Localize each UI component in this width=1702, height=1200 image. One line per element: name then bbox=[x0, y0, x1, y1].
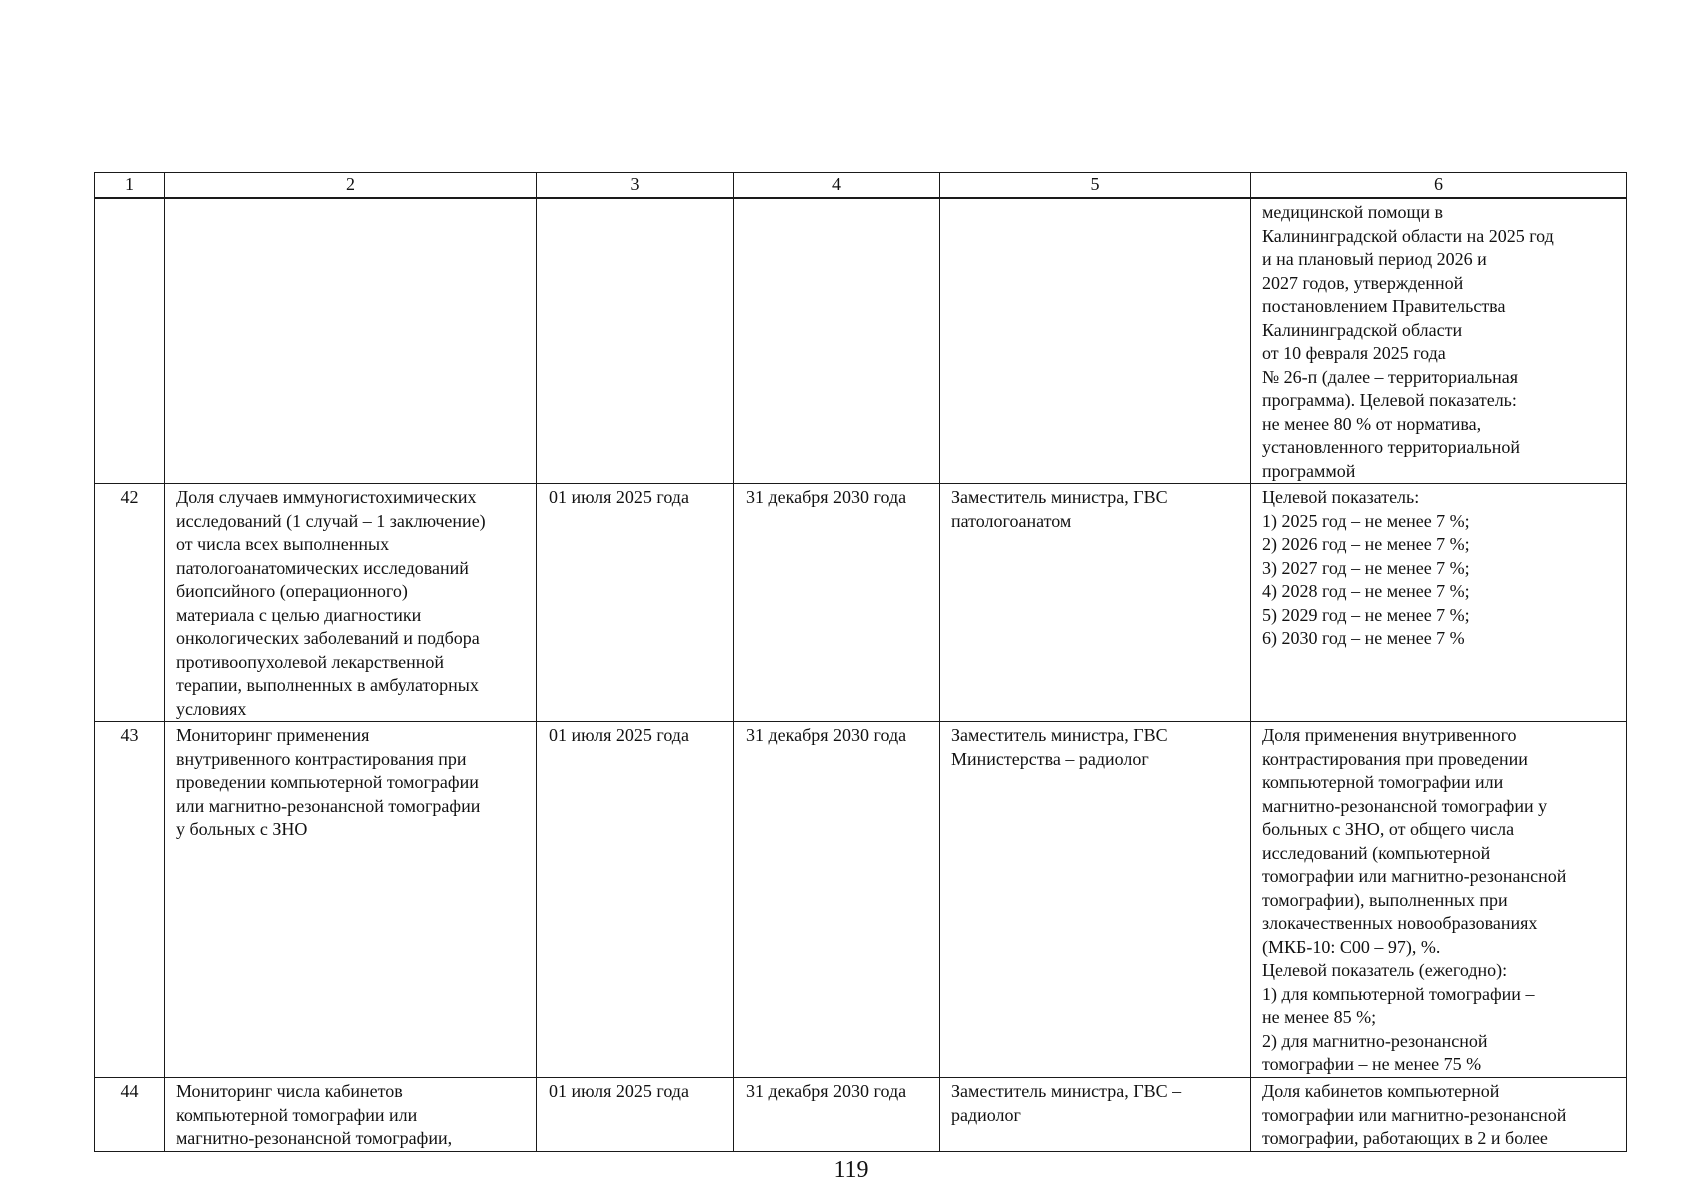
table-row bbox=[95, 198, 1627, 484]
cell-text-line: компьютерной томографии или bbox=[1262, 772, 1504, 792]
cell-text-line: внутривенного контрастирования при bbox=[176, 748, 467, 769]
cell-text-line: 2027 годов, утвержденной bbox=[1262, 272, 1464, 293]
cell-text-line: магнитно-резонансной томографии у bbox=[1262, 795, 1548, 816]
cell-text-line: Целевой показатель (ежегодно): bbox=[1262, 960, 1508, 980]
cell-text-line: томографии или магнитно-резонансной bbox=[1262, 1104, 1567, 1125]
responsible-person bbox=[940, 1078, 1251, 1152]
cell-text-line: Доля применения внутривенного bbox=[1262, 725, 1517, 745]
column-number-2: 2 bbox=[165, 173, 537, 199]
cell-text-line: противоопухолевой лекарственной bbox=[176, 651, 445, 672]
action-plan-table bbox=[94, 172, 1627, 1152]
cell-text-line: контрастирования при проведении bbox=[1262, 748, 1528, 769]
cell-text-line: патологоанатом bbox=[951, 510, 1072, 531]
cell-text-line: томографии – не менее 75 % bbox=[1262, 1054, 1482, 1074]
cell-text-line: проведении компьютерной томографии bbox=[176, 772, 479, 792]
start-date: 01 июля 2025 года bbox=[537, 1078, 734, 1152]
cell-text-line: 1) для компьютерной томографии – bbox=[1262, 983, 1535, 1004]
target-indicator bbox=[1251, 722, 1627, 1078]
start-date bbox=[537, 198, 734, 484]
cell-text-line: Калининградской области bbox=[1262, 319, 1463, 340]
cell-text-line: 2) 2026 год – не менее 7 %; bbox=[1262, 534, 1470, 554]
cell-text-line: условиях bbox=[176, 698, 247, 719]
row-number: 42 bbox=[95, 484, 165, 722]
cell-text-line: онкологических заболеваний и подбора bbox=[176, 628, 480, 648]
target-indicator bbox=[1251, 198, 1627, 484]
cell-text-line: медицинской помощи в bbox=[1262, 202, 1443, 222]
cell-text-line: установленного территориальной bbox=[1262, 437, 1520, 457]
cell-text-line: патологоанатомических исследований bbox=[176, 557, 469, 578]
cell-text-line: программой bbox=[1262, 460, 1356, 481]
row-number bbox=[95, 198, 165, 484]
activity-name bbox=[165, 1078, 537, 1152]
cell-text-line: материала с целью диагностики bbox=[176, 604, 422, 625]
cell-text-line: у больных с ЗНО bbox=[176, 819, 308, 839]
cell-text-line: Доля кабинетов компьютерной bbox=[1262, 1081, 1500, 1101]
table-row bbox=[95, 1078, 1627, 1152]
activity-name bbox=[165, 722, 537, 1078]
cell-text-line: томографии), выполненных при bbox=[1262, 889, 1508, 910]
end-date: 31 декабря 2030 года bbox=[734, 1078, 940, 1152]
cell-text-line: 6) 2030 год – не менее 7 % bbox=[1262, 628, 1465, 648]
column-number-3: 3 bbox=[537, 173, 734, 199]
cell-text-line: Заместитель министра, ГВС bbox=[951, 487, 1168, 507]
activity-name bbox=[165, 198, 537, 484]
end-date: 31 декабря 2030 года bbox=[734, 484, 940, 722]
page-number: 119 bbox=[833, 1157, 869, 1183]
end-date: 31 декабря 2030 года bbox=[734, 722, 940, 1078]
cell-text-line: томографии или магнитно-резонансной bbox=[1262, 866, 1567, 886]
cell-text-line: и на плановый период 2026 и bbox=[1262, 249, 1487, 269]
responsible-person bbox=[940, 722, 1251, 1078]
cell-text-line: Мониторинг применения bbox=[176, 725, 370, 745]
end-date bbox=[734, 198, 940, 484]
cell-text-line: исследований (компьютерной bbox=[1262, 842, 1491, 863]
column-number-1: 1 bbox=[95, 173, 165, 199]
row-number: 44 bbox=[95, 1078, 165, 1152]
cell-text-line: № 26-п (далее – территориальная bbox=[1262, 366, 1519, 387]
column-number-5: 5 bbox=[940, 173, 1251, 199]
cell-text-line: компьютерной томографии или bbox=[176, 1104, 418, 1125]
cell-text-line: радиолог bbox=[951, 1104, 1021, 1125]
column-number-4: 4 bbox=[734, 173, 940, 199]
cell-text-line: Заместитель министра, ГВС bbox=[951, 725, 1168, 745]
cell-text-line: программа). Целевой показатель: bbox=[1262, 390, 1517, 410]
cell-text-line: не менее 80 % от норматива, bbox=[1262, 413, 1482, 434]
activity-name bbox=[165, 484, 537, 722]
row-number: 43 bbox=[95, 722, 165, 1078]
cell-text-line: не менее 85 %; bbox=[1262, 1007, 1377, 1027]
table-row bbox=[95, 484, 1627, 722]
cell-text-line: (МКБ-10: С00 – 97), %. bbox=[1262, 936, 1441, 957]
cell-text-line: Заместитель министра, ГВС – bbox=[951, 1081, 1182, 1101]
target-indicator bbox=[1251, 1078, 1627, 1152]
column-number-header-row bbox=[95, 173, 1627, 199]
start-date: 01 июля 2025 года bbox=[537, 722, 734, 1078]
cell-text-line: от числа всех выполненных bbox=[176, 534, 390, 554]
cell-text-line: или магнитно-резонансной томографии bbox=[176, 795, 481, 816]
target-indicator bbox=[1251, 484, 1627, 722]
cell-text-line: 5) 2029 год – не менее 7 %; bbox=[1262, 604, 1470, 625]
cell-text-line: Мониторинг числа кабинетов bbox=[176, 1081, 403, 1101]
cell-text-line: Целевой показатель: bbox=[1262, 487, 1420, 507]
start-date: 01 июля 2025 года bbox=[537, 484, 734, 722]
cell-text-line: Министерства – радиолог bbox=[951, 748, 1149, 769]
cell-text-line: постановлением Правительства bbox=[1262, 296, 1506, 316]
cell-text-line: 4) 2028 год – не менее 7 %; bbox=[1262, 581, 1470, 601]
cell-text-line: Доля случаев иммуногистохимических bbox=[176, 487, 477, 507]
cell-text-line: магнитно-резонансной томографии, bbox=[176, 1128, 453, 1148]
cell-text-line: исследований (1 случай – 1 заключение) bbox=[176, 510, 486, 531]
cell-text-line: Калининградской области на 2025 год bbox=[1262, 225, 1554, 246]
cell-text-line: томографии, работающих в 2 и более bbox=[1262, 1128, 1548, 1148]
cell-text-line: больных с ЗНО, от общего числа bbox=[1262, 819, 1515, 839]
cell-text-line: злокачественных новообразованиях bbox=[1262, 913, 1538, 933]
cell-text-line: терапии, выполненных в амбулаторных bbox=[176, 675, 479, 695]
cell-text-line: от 10 февраля 2025 года bbox=[1262, 343, 1446, 363]
cell-text-line: 3) 2027 год – не менее 7 %; bbox=[1262, 557, 1470, 578]
cell-text-line: биопсийного (операционного) bbox=[176, 581, 408, 601]
column-number-6: 6 bbox=[1251, 173, 1627, 199]
cell-text-line: 2) для магнитно-резонансной bbox=[1262, 1030, 1488, 1051]
cell-text-line: 1) 2025 год – не менее 7 %; bbox=[1262, 510, 1470, 531]
responsible-person bbox=[940, 198, 1251, 484]
responsible-person bbox=[940, 484, 1251, 722]
table-row bbox=[95, 722, 1627, 1078]
